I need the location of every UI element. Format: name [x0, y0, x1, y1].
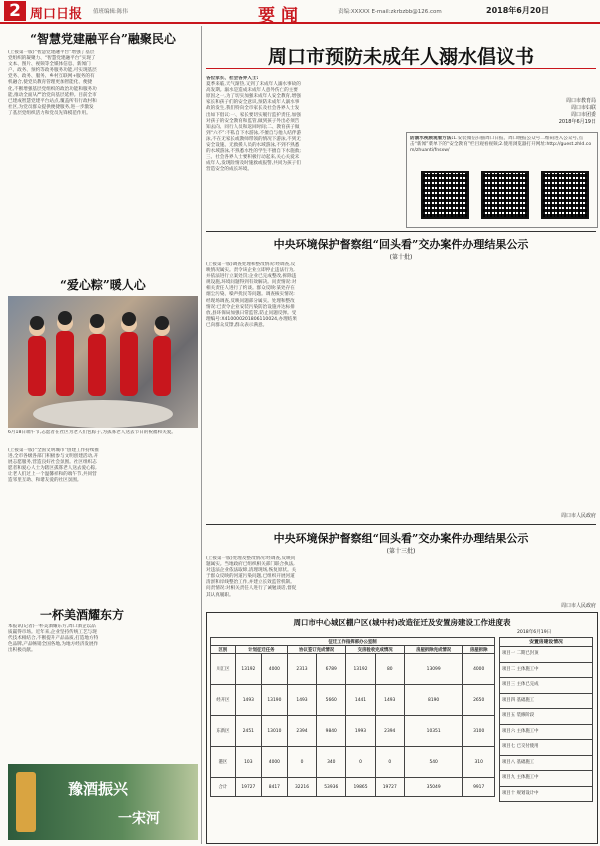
table-title: 周口市中心城区棚户区(城中村)改造征迁及安置房建设工作进度表: [293, 618, 511, 627]
qr-code-icon[interactable]: [481, 171, 529, 219]
report10-batch: (第十批): [389, 254, 413, 261]
table-cell: 35049: [404, 778, 463, 797]
table-cell: 4000: [261, 747, 287, 778]
signature-org: 周口市团委: [570, 112, 596, 118]
column-divider: [201, 26, 202, 844]
table-cell: 9917: [463, 778, 495, 797]
bottle-icon: [16, 772, 36, 832]
table-cell: 540: [404, 747, 463, 778]
article2-text: “全国文明城市”创建工作持续推进,全市各级各部门积极参与文明创建活动,开展志愿服务,营造良好社会氛围。社区组织志愿者和爱心人士为辖区孤寡老人送去爱心粽,让老人们过上一个温馨祥和的端午节,共同营造邻里互助、和谐友爱的社区氛围。: [8, 448, 100, 484]
article3-title: 一杯美酒耀东方: [40, 608, 125, 622]
table-row: [211, 778, 495, 797]
qr-text: 1.安装微信扫描周口日报、周口晚报公众号二维码进入公众号,点击“新闻”菜单下的“安全教育”栏目观看视频;2.使用浏览器打开网址:http://guest.zhld.com/zhuanti/fnsxw/: [410, 136, 592, 154]
table-cell: 1441: [346, 685, 375, 716]
row-district: 合计: [211, 778, 236, 797]
article2-body: [8, 448, 100, 600]
housing-item: 项目二 主体施工中: [499, 663, 593, 679]
progress-table: [210, 637, 495, 797]
report10-col1: [206, 262, 299, 520]
main-article-col3: [406, 76, 502, 128]
table-cell: 13010: [261, 716, 287, 747]
article2-title: “爱心粽”暖人心: [60, 278, 146, 292]
qr-code-icon[interactable]: [541, 171, 589, 219]
article2-body-cont: [104, 448, 198, 600]
editor-info: 责编:XXXXX E-mail:zkrbzbb@126.com: [338, 9, 442, 15]
housing-item: 项目十 规划设计中: [499, 787, 593, 803]
table-header: 交房验收完成情况: [346, 646, 405, 654]
table-header: 房屋拆除: [463, 646, 495, 654]
table-cell: 19865: [346, 778, 375, 797]
table-cell: 310: [463, 747, 495, 778]
issue-date: 2018年6月20日: [486, 6, 549, 15]
article1-lead: (上接第一版): [8, 50, 35, 55]
report13-col2: [304, 556, 397, 608]
section-title: 要闻: [258, 6, 304, 26]
report10-col4: [500, 262, 596, 512]
table-cell: 9840: [317, 716, 346, 747]
table-date: 2018年6月19日: [517, 630, 552, 635]
row-district: 川汇区: [211, 654, 236, 685]
article3-body: 本报讯(记者)一杯美酒耀东方,周口酒企以品质赢得市场。近年来,企业坚持传统工艺与现代技术相结合,不断提升产品品质,打造地方特色品牌,产品畅销全国各地,为地方经济发展作出积极贡献。: [8, 624, 99, 654]
main-article-greeting: 各位家长、社会各界人士:: [206, 76, 259, 81]
table-cell: 13099: [404, 654, 463, 685]
main-article-col1: [206, 76, 302, 226]
divider: [206, 524, 596, 525]
table-cell: 4000: [261, 654, 287, 685]
main-article-title: 周口市预防未成年人溺水倡议书: [267, 46, 534, 68]
housing-header: 安置房建设情况: [499, 637, 593, 647]
row-district: 东新区: [211, 716, 236, 747]
table-cell: 10351: [404, 716, 463, 747]
article1-body-cont: [104, 50, 198, 272]
table-cell: 6789: [317, 654, 346, 685]
table-cell: 3100: [463, 716, 495, 747]
table-cell: 2394: [375, 716, 404, 747]
paper-name: 周口日报: [30, 7, 83, 22]
table-cell: 340: [317, 747, 346, 778]
table-row: [211, 654, 495, 685]
report10-title: 中央环境保护督察组“回头看”交办案件办理结果公示: [273, 238, 529, 251]
row-district: 经开区: [211, 685, 236, 716]
main-article-signature: [508, 98, 596, 126]
table-cell: 53936: [317, 778, 346, 797]
table-row: [211, 685, 495, 716]
table-header: 协议签订完成情况: [287, 646, 346, 654]
table-cell: 19727: [375, 778, 404, 797]
table-cell: 5660: [317, 685, 346, 716]
table-header: 计划征迁任务: [235, 646, 287, 654]
signature-date: 2018年6月19日: [558, 119, 596, 125]
qr-lead: 防溺水视频观看方法:: [410, 136, 454, 141]
table-cell: 2650: [463, 685, 495, 716]
housing-item: 项目六 主体施工中: [499, 725, 593, 741]
photo-illustration: [8, 296, 198, 428]
signature-org: 周口市教育局: [565, 98, 596, 104]
report10-col3: [402, 262, 495, 520]
table-cell: 1493: [235, 685, 261, 716]
volunteers-photo: [8, 296, 198, 428]
photo-caption: 6月18日端午节,志愿者在社区为老人们包粽子,为孤寡老人送去节日的祝福和关爱。: [8, 430, 176, 435]
table-cell: 1493: [287, 685, 316, 716]
housing-item: 项目八 基础施工: [499, 756, 593, 772]
table-cell: 8190: [404, 685, 463, 716]
page-number: 2: [4, 1, 26, 21]
main-article-col2: [306, 76, 402, 226]
table-cell: 32216: [287, 778, 316, 797]
table-group-header: 征迁工作指挥部办公室制: [211, 638, 495, 646]
report13-footer: 周口市人民政府: [560, 603, 596, 609]
table-cell: 4000: [463, 654, 495, 685]
title-rule: [206, 68, 596, 69]
report10-footer: 周口市人民政府: [560, 513, 596, 519]
table-cell: 2394: [287, 716, 316, 747]
table-cell: 2313: [287, 654, 316, 685]
table-cell: 19727: [235, 778, 261, 797]
qr-instructions: [410, 136, 594, 168]
signature-org: 周口市妇联: [570, 105, 596, 111]
table-cell: 0: [346, 747, 375, 778]
report13-body: 处理及整改情况:经调查,反映问题属实。当地政府已组织相关部门联合执法,对违法企业依法取缔,清理现场,恢复原状。关于群众反映的河道污染问题,已组织开展河道清淤和岸线整治工作,并建立长效监管机制。问责情况:对相关责任人进行了诫勉谈话,督促其认真履职。: [206, 556, 297, 598]
table-cell: 0: [375, 747, 404, 778]
row-district: 港区: [211, 747, 236, 778]
report10-lead: (上接第一版): [206, 262, 233, 267]
main-article-body: 夏季来临,天气渐热,又到了未成年人溺水事故的高发期。溺水是造成未成年人意外伤亡的主要原因之一,为了切实加强未成年人安全教育,增强家长和孩子们的安全意识,预防未成年人溺水事故的发生,我们特向全市家长及社会各界人士发出如下倡议:一、家长要切实履行监护责任,加强对孩子的安全教育和监管,做到孩子外出必须告知去向、同行人员和返回时间;二、教育孩子做到“六不”:不私自下水游泳,不擅自与他人结伴游泳,不在无家长或教师带领的情况下游泳,不到无安全设施、无救援人员的水域游泳,不到不熟悉的水域游泳,不熟悉水性的学生不擅自下水施救;三、社会各界人士要积极行动起来,关心关爱未成年人,发现险情及时施救或报警,共同为孩子们营造安全的成长环境。: [206, 82, 302, 173]
article1-body: [8, 50, 98, 272]
progress-table-box: [206, 612, 598, 844]
ad-brand: 一宋河: [118, 811, 160, 827]
table-cell: 1993: [346, 716, 375, 747]
ad-slogan: 豫酒振兴: [68, 780, 129, 798]
report13-batch: (第十三批): [386, 548, 416, 555]
table-row: [211, 747, 495, 778]
housing-item: 项目四 基础施工: [499, 694, 593, 710]
housing-construction: [499, 637, 593, 802]
table-cell: 13192: [346, 654, 375, 685]
table-cell: 13192: [235, 654, 261, 685]
table-cell: 1493: [375, 685, 404, 716]
qr-code-icon[interactable]: [421, 171, 469, 219]
report10-col2: [304, 262, 397, 520]
article2-lead: (上接第一版): [8, 448, 35, 453]
article3-body-cont: [104, 624, 198, 760]
table-row: [211, 716, 495, 747]
table-header: 房屋拆除完成情况: [404, 646, 463, 654]
duty-editor: 值班编辑:陈伟: [93, 9, 128, 15]
report10-body: 调查处理和整改情况:经调查,反映情况属实。责令该企业立即停止违法行为,并依法进行立案处罚;企业已完成整改,拆除违规设施,环境问题得到有效解决。问责情况:对相关责任人进行了约谈。群众反映:某处存在烟尘污染、噪声扰民等问题。调查核实情况:经现场调查,反映问题部分属实。处理和整改情况:已责令企业安装污染防治设施并达标排放,县环保局加强日常监管,防止问题反弹。受理编号:X410000201806110024,办理结果已向群众反馈,群众表示满意。: [206, 262, 297, 328]
report13-col1: [206, 556, 299, 608]
article1-text: “智慧党建融平台”增强了基层党组织的凝聚力、“智慧党建融平台”实现了文本、图片、视频等全媒体信息、新闻门户、政务、预约等政务服务功能,可实现基层党务、政务、服务、乡村互联网+服务的有机融合,使党员教育管理更加智能化、便捷化,不断增强基层党组织的政治功能和服务功能,推动全面从严治党向基层延伸。目前全市已建成智慧党建平台站点,覆盖所有行政村和社区,为党员群众提供便捷服务,进一步激发了基层党组织活力和党员先锋模范作用。: [8, 50, 97, 116]
table-cell: 2451: [235, 716, 261, 747]
qr-block: [406, 132, 598, 228]
table-cell: 80: [375, 654, 404, 685]
table-cell: 13190: [261, 685, 287, 716]
liquor-ad: [8, 764, 198, 840]
table-header: 区别: [211, 646, 236, 654]
report13-col3: [402, 556, 495, 608]
housing-item: 项目五 装修阶段: [499, 709, 593, 725]
table-cell: 103: [235, 747, 261, 778]
housing-item: 项目七 已交付使用: [499, 740, 593, 756]
table-cell: 8417: [261, 778, 287, 797]
housing-item: 项目九 主体施工中: [499, 771, 593, 787]
table-cell: 0: [287, 747, 316, 778]
article1-title: “智慧党建融平台”融聚民心: [30, 32, 176, 46]
divider: [206, 231, 596, 232]
report13-lead: (上接第一版): [206, 556, 233, 561]
housing-item: 项目一 二期已封顶: [499, 647, 593, 663]
housing-item: 项目三 主体已完成: [499, 678, 593, 694]
report13-col4: [500, 556, 596, 602]
report13-title: 中央环境保护督察组“回头看”交办案件办理结果公示: [273, 532, 529, 545]
